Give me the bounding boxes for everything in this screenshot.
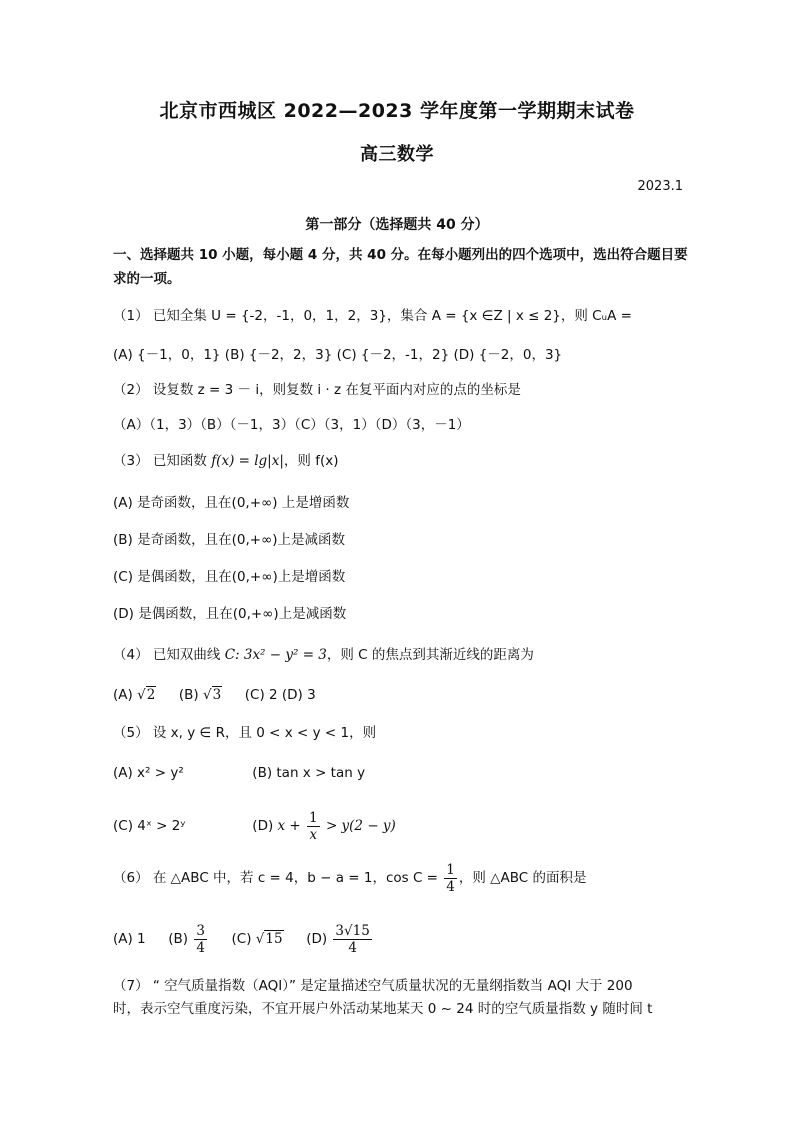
q3-stem-suffix: ，则 f(x) xyxy=(283,453,339,469)
q6-option-a: (A) 1 xyxy=(113,931,146,947)
q3-option-d: (D) 是偶函数，且在(0,+∞)上是减函数 xyxy=(113,606,347,622)
q5-option-d-fraction: $\frac{1}{x}$ xyxy=(309,809,318,843)
q4-stem-prefix: （4） 已知双曲线 xyxy=(113,647,221,663)
q5-option-d-label: (D) xyxy=(252,818,274,834)
q6-stem-prefix: （6） 在 △ABC 中，若 c = 4，b − a = 1，cos C = xyxy=(113,870,438,886)
q5-option-b: (B) tan x > tan y xyxy=(252,765,366,781)
q4-stem xyxy=(113,645,688,665)
q3-stem-prefix: （3） 已知函数 xyxy=(113,453,207,469)
q4-option-b-value: √3 xyxy=(202,687,222,703)
q3-option-b: (B) 是奇函数，且在(0,+∞)上是减函数 xyxy=(113,532,346,548)
q7-line1: （7） “ 空气质量指数（AQI）” 是定量描述空气质量状况的无量纲指数当 AQI 大于 200 xyxy=(113,978,633,994)
q7-line2: 时，表示空气重度污染，不宜开展户外活动某地某天 0 ~ 24 时的空气质量指数 y 随时间 t xyxy=(113,1001,653,1017)
q2-stem: （2） 设复数 z = 3 － i，则复数 i · z 在复平面内对应的点的坐标是 xyxy=(113,382,521,398)
q4-equation: C: 3x² − y² = 3 xyxy=(224,647,327,663)
q5-option-c: (C) 4ˣ > 2ʸ xyxy=(113,818,186,834)
part1-instructions: 一、选择题共 10 小题，每小题 4 分，共 40 分。在每小题列出的四个选项中，选出符合题目要求的一项。 xyxy=(113,247,688,287)
q6-option-b-fraction: $\frac{3}{4}$ xyxy=(196,922,205,956)
q3-stem xyxy=(113,451,688,471)
part1-title: 第一部分（选择题共 40 分） xyxy=(305,217,489,233)
q1-options: (A) {－1，0，1} (B) {－2，2，3} (C) {－2，-1，2} (D) {－2，0，3} xyxy=(113,347,563,363)
q6-option-c-value: √15 xyxy=(255,931,283,947)
q4-option-a-label: (A) xyxy=(113,687,133,703)
exam-title: 北京市西城区 2022—2023 学年度第一学期期末试卷 xyxy=(159,100,635,122)
q5-option-d-pre: x + xyxy=(277,818,301,834)
q4-stem-suffix: ，则 C 的焦点到其渐近线的距离为 xyxy=(326,647,534,663)
q3-function: f(x) = lg|x| xyxy=(211,453,284,469)
q5-option-d-post: > y(2 − y) xyxy=(325,818,396,834)
q6-stem-suffix: ，则 △ABC 的面积是 xyxy=(458,870,587,886)
q5-stem: （5） 设 x, y ∈ R，且 0 < x < y < 1，则 xyxy=(113,725,377,741)
q1-stem: （1） 已知全集 U = {-2，-1，0，1，2，3}，集合 A = {x ∈Z | x ≤ 2}，则 CᵤA = xyxy=(113,308,632,324)
q2-options: （A）（1，3）（B）（－1，3）（C）（3，1）（D）（3，－1） xyxy=(113,417,470,433)
q4-option-cd: (C) 2 (D) 3 xyxy=(244,687,316,703)
q5-options-cd xyxy=(113,806,688,846)
q6-options xyxy=(113,918,688,960)
q4-options xyxy=(113,685,688,705)
q6-option-c-label: (C) xyxy=(231,931,252,947)
exam-subtitle: 高三数学 xyxy=(360,144,434,165)
q3-option-c: (C) 是偶函数，且在(0,+∞)上是增函数 xyxy=(113,569,346,585)
q3-option-a: (A) 是奇函数，且在(0,+∞) 上是增函数 xyxy=(113,495,350,511)
q6-stem xyxy=(113,858,688,898)
q4-option-a-value: √2 xyxy=(137,687,156,703)
exam-date: 2023.1 xyxy=(637,179,683,194)
q6-option-b-label: (B) xyxy=(168,931,189,947)
q6-option-d-label: (D) xyxy=(306,931,328,947)
q6-stem-fraction: $\frac{1}{4}$ xyxy=(446,861,455,895)
q5-option-a: (A) x² > y² xyxy=(113,765,184,781)
q6-option-d-fraction: $\frac{3√15}{4}$ xyxy=(335,922,370,956)
q5-options-ab xyxy=(113,763,688,783)
q4-option-b-label: (B) xyxy=(178,687,199,703)
